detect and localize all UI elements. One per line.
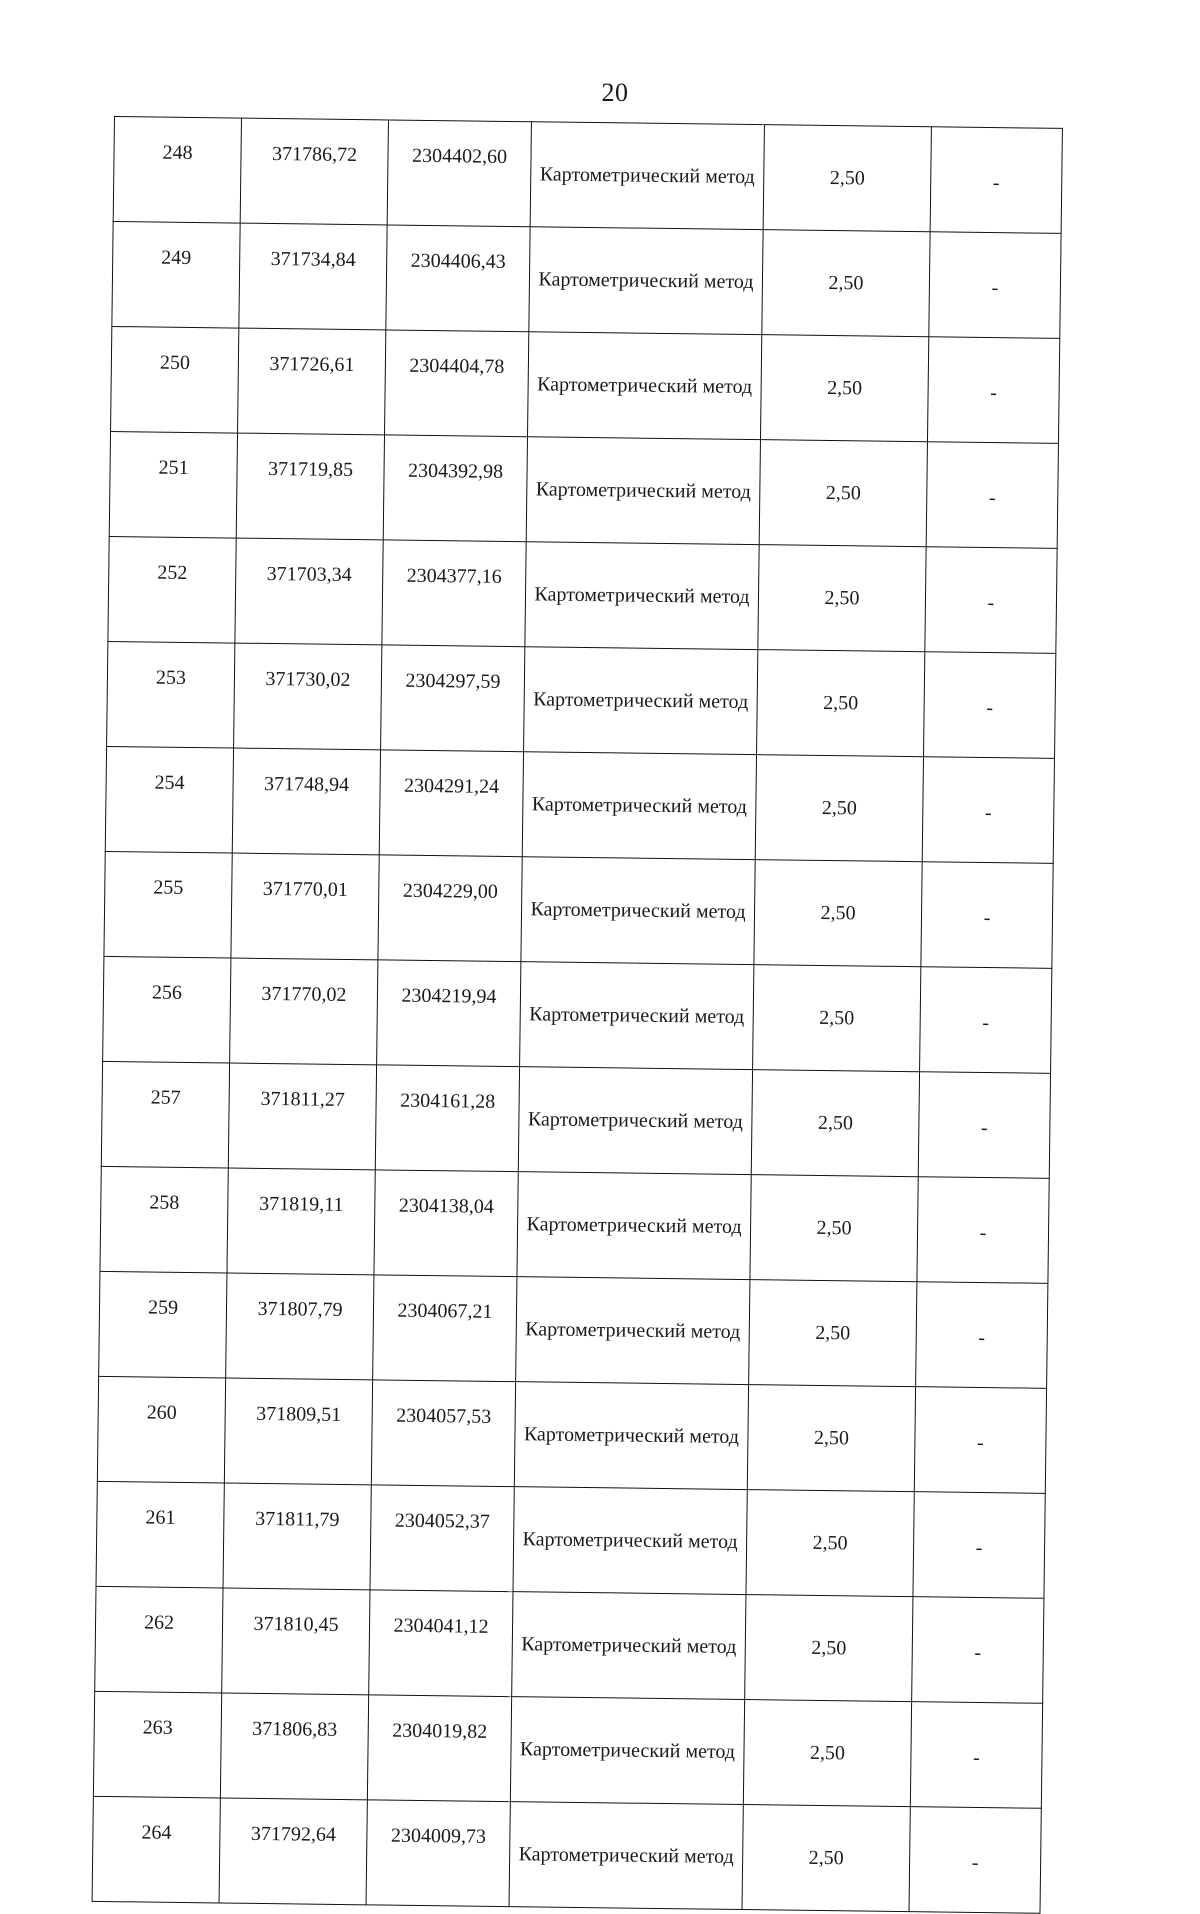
description-cell — [913, 1492, 1045, 1599]
method-cell — [509, 1802, 743, 1910]
point-number-cell-text: 250 — [159, 351, 191, 374]
table-row — [108, 536, 1057, 653]
y-coordinate-cell — [370, 1485, 514, 1592]
x-coordinate-cell — [230, 958, 378, 1065]
y-coordinate-cell-text: 2304019,82 — [392, 1719, 488, 1743]
x-coordinate-cell — [239, 223, 387, 330]
description-cell-text: - — [976, 1431, 984, 1454]
accuracy-cell — [743, 1700, 911, 1807]
y-coordinate-cell-text: 2304219,94 — [401, 984, 497, 1008]
point-number-cell-text: 259 — [147, 1296, 179, 1319]
accuracy-cell — [746, 1490, 914, 1597]
method-cell-text: Картометрический метод — [536, 372, 753, 398]
description-cell — [920, 967, 1052, 1074]
description-cell — [921, 862, 1053, 969]
description-cell-text: - — [986, 696, 994, 719]
description-cell — [926, 442, 1058, 549]
x-coordinate-cell-text: 371806,83 — [252, 1717, 338, 1741]
y-coordinate-cell-text: 2304229,00 — [402, 879, 498, 903]
accuracy-cell-text: 2,50 — [815, 1321, 851, 1344]
point-number-cell — [113, 117, 241, 224]
table-row — [112, 221, 1061, 338]
point-number-cell-text: 264 — [141, 1821, 172, 1844]
description-cell-text: - — [971, 1851, 979, 1874]
table-row — [95, 1586, 1044, 1703]
method-cell — [526, 437, 760, 545]
y-coordinate-cell-text: 2304138,04 — [398, 1194, 494, 1218]
accuracy-cell-text: 2,50 — [817, 1111, 854, 1134]
description-cell-text: - — [991, 276, 999, 299]
description-cell-text: - — [972, 1746, 980, 1769]
table-row — [113, 117, 1062, 234]
accuracy-cell-text: 2,50 — [821, 796, 858, 819]
x-coordinate-cell — [236, 433, 384, 540]
point-number-cell-text: 258 — [149, 1191, 180, 1214]
x-coordinate-cell — [232, 748, 380, 855]
description-cell-text: - — [992, 171, 1000, 194]
description-cell — [910, 1702, 1042, 1809]
table-row — [107, 641, 1056, 758]
point-number-cell — [109, 431, 237, 538]
point-number-cell-text: 252 — [157, 561, 188, 584]
method-cell — [512, 1592, 746, 1700]
point-number-cell-text: 260 — [146, 1401, 177, 1424]
method-cell — [530, 122, 764, 230]
y-coordinate-cell-text: 2304161,28 — [400, 1089, 496, 1113]
table-row — [97, 1376, 1046, 1493]
table-row — [101, 1061, 1050, 1178]
method-cell — [528, 332, 762, 440]
x-coordinate-cell-text: 371811,27 — [260, 1087, 345, 1111]
point-number-cell-text: 262 — [143, 1611, 175, 1634]
x-coordinate-cell-text: 371703,34 — [266, 562, 352, 587]
accuracy-cell-text: 2,50 — [827, 376, 863, 399]
description-cell-text: - — [974, 1641, 982, 1664]
y-coordinate-cell — [373, 1275, 517, 1382]
method-cell-text: Картометрический метод — [525, 1317, 741, 1343]
x-coordinate-cell-text: 371807,79 — [257, 1297, 343, 1321]
y-coordinate-cell-text: 2304297,59 — [405, 669, 501, 693]
y-coordinate-cell-text: 2304041,12 — [393, 1614, 489, 1638]
method-cell — [517, 1172, 751, 1280]
method-cell-text: Картометрический метод — [533, 687, 749, 713]
y-coordinate-cell — [379, 750, 523, 857]
method-cell — [529, 227, 763, 335]
x-coordinate-cell — [220, 1693, 368, 1800]
accuracy-cell-text: 2,50 — [829, 166, 865, 189]
x-coordinate-cell — [223, 1483, 371, 1590]
y-coordinate-cell — [374, 1170, 518, 1277]
accuracy-cell-text: 2,50 — [809, 1741, 846, 1764]
method-cell — [510, 1697, 744, 1805]
x-coordinate-cell-text: 371748,94 — [263, 772, 350, 797]
accuracy-cell-text: 2,50 — [819, 1006, 855, 1029]
y-coordinate-cell — [382, 540, 526, 647]
description-cell-text: - — [990, 381, 998, 404]
description-cell — [916, 1282, 1048, 1389]
table-row — [96, 1481, 1045, 1598]
point-number-cell — [104, 851, 232, 958]
method-cell — [520, 962, 754, 1070]
accuracy-cell-text: 2,50 — [808, 1846, 844, 1869]
x-coordinate-cell — [231, 853, 379, 960]
x-coordinate-cell — [235, 538, 383, 645]
method-cell — [521, 857, 755, 965]
table-row — [99, 1271, 1048, 1388]
accuracy-cell — [747, 1385, 915, 1492]
accuracy-cell — [762, 230, 930, 337]
accuracy-cell — [760, 335, 928, 442]
x-coordinate-cell — [219, 1798, 367, 1905]
method-cell-text: Картометрический метод — [538, 267, 754, 293]
description-cell-text: - — [984, 801, 992, 824]
accuracy-cell — [745, 1595, 913, 1702]
point-number-cell-text: 261 — [145, 1506, 176, 1529]
accuracy-cell-text: 2,50 — [828, 271, 864, 294]
point-number-cell — [100, 1166, 228, 1273]
x-coordinate-cell-text: 371792,64 — [250, 1822, 337, 1846]
y-coordinate-cell — [378, 855, 522, 962]
accuracy-cell — [753, 965, 921, 1072]
coordinates-table-body — [92, 117, 1062, 1914]
method-cell-text: Картометрический метод — [519, 1737, 736, 1763]
y-coordinate-cell — [387, 120, 531, 227]
table-row — [92, 1796, 1041, 1913]
y-coordinate-cell-text: 2304052,37 — [394, 1509, 491, 1533]
point-number-cell-text: 256 — [151, 981, 183, 1004]
point-number-cell — [108, 536, 236, 643]
page-number: 20 — [601, 78, 629, 107]
description-cell — [918, 1072, 1050, 1179]
x-coordinate-cell-text: 371809,51 — [256, 1402, 342, 1426]
method-cell-text: Картометрический метод — [539, 162, 755, 188]
description-cell-text: - — [983, 906, 991, 929]
point-number-cell-text: 248 — [162, 141, 193, 164]
method-cell-text: Картометрический метод — [529, 1002, 745, 1028]
description-cell — [909, 1807, 1041, 1914]
description-cell — [925, 547, 1057, 654]
x-coordinate-cell — [226, 1273, 374, 1380]
x-coordinate-cell-text: 371810,45 — [253, 1612, 339, 1636]
description-cell — [927, 337, 1059, 444]
accuracy-cell — [750, 1175, 918, 1282]
x-coordinate-cell-text: 371726,61 — [269, 352, 355, 377]
method-cell — [513, 1487, 747, 1595]
y-coordinate-cell-text: 2304057,53 — [396, 1404, 492, 1428]
x-coordinate-cell — [228, 1063, 376, 1170]
description-cell — [930, 127, 1062, 234]
accuracy-cell-text: 2,50 — [824, 586, 860, 609]
accuracy-cell — [759, 440, 927, 547]
x-coordinate-cell — [240, 118, 388, 225]
y-coordinate-cell-text: 2304402,60 — [411, 144, 508, 168]
point-number-cell — [93, 1691, 221, 1798]
description-cell-text: - — [975, 1536, 983, 1559]
y-coordinate-cell-text: 2304406,43 — [410, 249, 506, 273]
table-row — [100, 1166, 1049, 1283]
x-coordinate-cell — [227, 1168, 375, 1275]
y-coordinate-cell — [375, 1065, 519, 1172]
point-number-cell — [99, 1271, 227, 1378]
method-cell — [516, 1277, 750, 1385]
table-row — [105, 746, 1054, 863]
point-number-cell — [101, 1061, 229, 1168]
accuracy-cell-text: 2,50 — [823, 691, 859, 714]
point-number-cell — [95, 1586, 223, 1693]
y-coordinate-cell — [386, 225, 530, 332]
point-number-cell-text: 255 — [153, 876, 184, 899]
description-cell — [917, 1177, 1049, 1284]
accuracy-cell — [751, 1070, 919, 1177]
method-cell-text: Картометрический метод — [530, 897, 746, 923]
point-number-cell — [92, 1796, 220, 1903]
accuracy-cell — [758, 545, 926, 652]
accuracy-cell — [757, 650, 925, 757]
y-coordinate-cell-text: 2304009,73 — [390, 1824, 487, 1848]
method-cell — [518, 1067, 752, 1175]
y-coordinate-cell-text: 2304404,78 — [409, 354, 505, 378]
x-coordinate-cell-text: 371770,02 — [261, 982, 347, 1006]
description-cell — [912, 1597, 1044, 1704]
accuracy-cell — [755, 755, 923, 862]
x-coordinate-cell — [224, 1378, 372, 1485]
point-number-cell — [105, 746, 233, 853]
point-number-cell-text: 263 — [142, 1716, 173, 1739]
table-row — [103, 956, 1052, 1073]
x-coordinate-cell-text: 371819,11 — [259, 1192, 344, 1216]
method-cell-text: Картометрический метод — [522, 1527, 738, 1553]
method-cell-text: Картометрический метод — [527, 1107, 744, 1133]
table-row — [93, 1691, 1042, 1808]
y-coordinate-cell — [366, 1800, 510, 1907]
description-cell-text: - — [988, 486, 996, 509]
x-coordinate-cell-text: 371730,02 — [265, 667, 351, 692]
y-coordinate-cell — [371, 1380, 515, 1487]
y-coordinate-cell — [381, 645, 525, 752]
description-cell-text: - — [978, 1326, 986, 1349]
point-number-cell — [96, 1481, 224, 1588]
x-coordinate-cell-text: 371770,01 — [262, 877, 348, 901]
accuracy-cell-text: 2,50 — [813, 1426, 850, 1449]
point-number-cell-text: 257 — [150, 1086, 181, 1109]
accuracy-cell-text: 2,50 — [816, 1216, 852, 1239]
description-cell — [924, 652, 1056, 759]
coordinates-table — [92, 116, 1063, 1914]
coordinates-sheet — [92, 116, 1063, 1914]
y-coordinate-cell — [383, 435, 527, 542]
description-cell — [914, 1387, 1046, 1494]
y-coordinate-cell-text: 2304067,21 — [397, 1299, 493, 1323]
description-cell — [929, 232, 1061, 339]
point-number-cell — [107, 641, 235, 748]
y-coordinate-cell-text: 2304291,24 — [403, 774, 500, 798]
x-coordinate-cell — [234, 643, 382, 750]
method-cell — [525, 542, 759, 650]
y-coordinate-cell — [369, 1590, 513, 1697]
description-cell-text: - — [979, 1221, 987, 1244]
point-number-cell — [103, 956, 231, 1063]
method-cell-text: Картометрический метод — [526, 1212, 742, 1238]
y-coordinate-cell — [367, 1695, 511, 1802]
accuracy-cell — [742, 1805, 910, 1912]
point-number-cell — [112, 221, 240, 328]
x-coordinate-cell-text: 371734,84 — [270, 247, 356, 272]
y-coordinate-cell-text: 2304377,16 — [406, 564, 502, 588]
y-coordinate-cell — [377, 960, 521, 1067]
accuracy-cell — [754, 860, 922, 967]
accuracy-cell — [763, 125, 931, 232]
method-cell-text: Картометрический метод — [531, 792, 748, 818]
point-number-cell-text: 249 — [161, 246, 192, 269]
y-coordinate-cell — [385, 330, 529, 437]
method-cell-text: Картометрический метод — [534, 582, 750, 608]
table-row — [111, 326, 1060, 443]
point-number-cell-text: 254 — [154, 771, 185, 794]
accuracy-cell-text: 2,50 — [811, 1636, 847, 1659]
method-cell-text: Картометрический метод — [521, 1632, 737, 1658]
accuracy-cell-text: 2,50 — [825, 481, 861, 504]
table-row — [104, 851, 1053, 968]
method-cell-text: Картометрический метод — [523, 1422, 740, 1448]
table-row — [109, 431, 1058, 548]
x-coordinate-cell-text: 371811,79 — [255, 1507, 340, 1531]
description-cell — [922, 757, 1054, 864]
point-number-cell-text: 251 — [158, 456, 189, 479]
accuracy-cell — [749, 1280, 917, 1387]
x-coordinate-cell — [238, 328, 386, 435]
method-cell — [524, 647, 758, 755]
method-cell-text: Картометрический метод — [535, 477, 752, 503]
method-cell — [522, 752, 756, 860]
description-cell-text: - — [987, 591, 995, 614]
method-cell-text: Картометрический метод — [518, 1842, 734, 1868]
description-cell-text: - — [980, 1116, 988, 1139]
point-number-cell — [97, 1376, 225, 1483]
accuracy-cell-text: 2,50 — [812, 1531, 848, 1554]
x-coordinate-cell-text: 371719,85 — [267, 457, 354, 482]
accuracy-cell-text: 2,50 — [820, 901, 856, 924]
point-number-cell — [111, 326, 239, 433]
x-coordinate-cell-text: 371786,72 — [271, 142, 358, 167]
point-number-cell-text: 253 — [155, 666, 187, 689]
description-cell-text: - — [982, 1011, 990, 1034]
y-coordinate-cell-text: 2304392,98 — [407, 459, 504, 483]
x-coordinate-cell — [222, 1588, 370, 1695]
method-cell — [514, 1382, 748, 1490]
